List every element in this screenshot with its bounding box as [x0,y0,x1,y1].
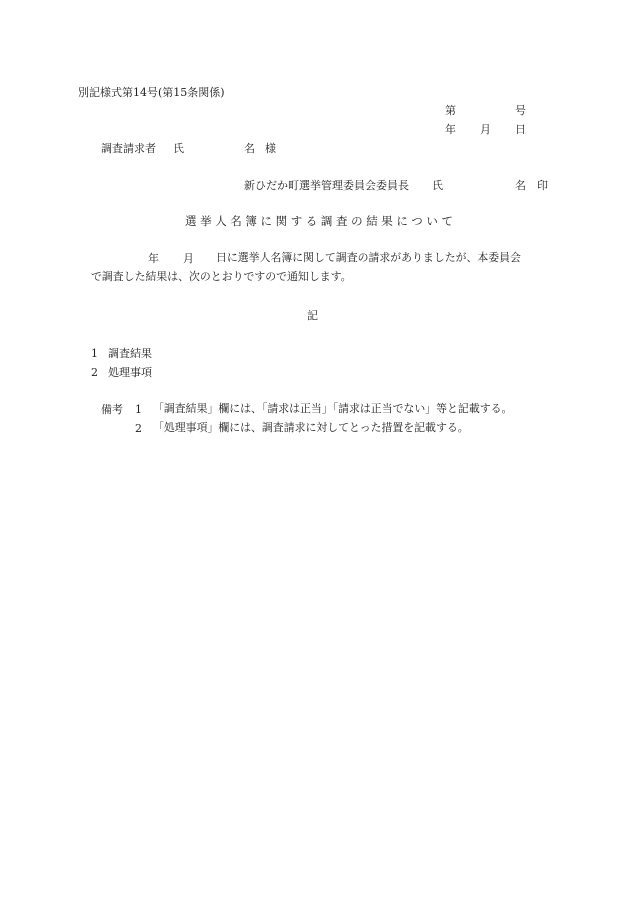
item-label: 処理事項 [108,366,152,379]
date-day: 日 [515,123,526,136]
document-number-prefix: 第 [445,104,456,117]
item-label: 調査結果 [108,347,152,360]
date-year: 年 [445,123,456,136]
remark-number: 1 [135,403,142,416]
addressee-mei: 名 [244,142,255,155]
remark-text: 「処理事項」欄には、調査請求に対してとった措置を記載する。 [153,421,469,434]
sender-mei: 名 [515,179,526,192]
body-line-2: で調査した結果は、次のとおりですので通知します。 [91,270,352,283]
addressee-honorific: 様 [265,142,276,155]
body-year: 年 [148,252,159,265]
body-line-1: 日に選挙人名簿に関して調査の請求がありましたが、本委員会 [216,251,521,264]
sender-title: 新ひだか町選挙管理委員会委員長 [244,179,409,192]
addressee-shi: 氏 [173,142,184,155]
document-title: 選挙人名簿に関する調査の結果について [185,214,457,228]
date-month: 月 [480,123,491,136]
remarks-heading: 備考 [101,403,123,416]
addressee-role: 調査請求者 [101,142,156,155]
ki-marker: 記 [307,309,318,322]
remark-text: 「調査結果」欄には、「請求は正当」「請求は正当でない」等と記載する。 [153,402,513,415]
sender-seal: 印 [537,179,548,192]
body-month: 月 [183,252,194,265]
sender-shi: 氏 [432,179,443,192]
remark-number: 2 [135,422,142,435]
document-number-suffix: 号 [515,104,526,117]
form-number: 別記様式第14号(第15条関係) [78,86,225,99]
item-number: 1 [91,347,98,360]
item-number: 2 [91,366,98,379]
